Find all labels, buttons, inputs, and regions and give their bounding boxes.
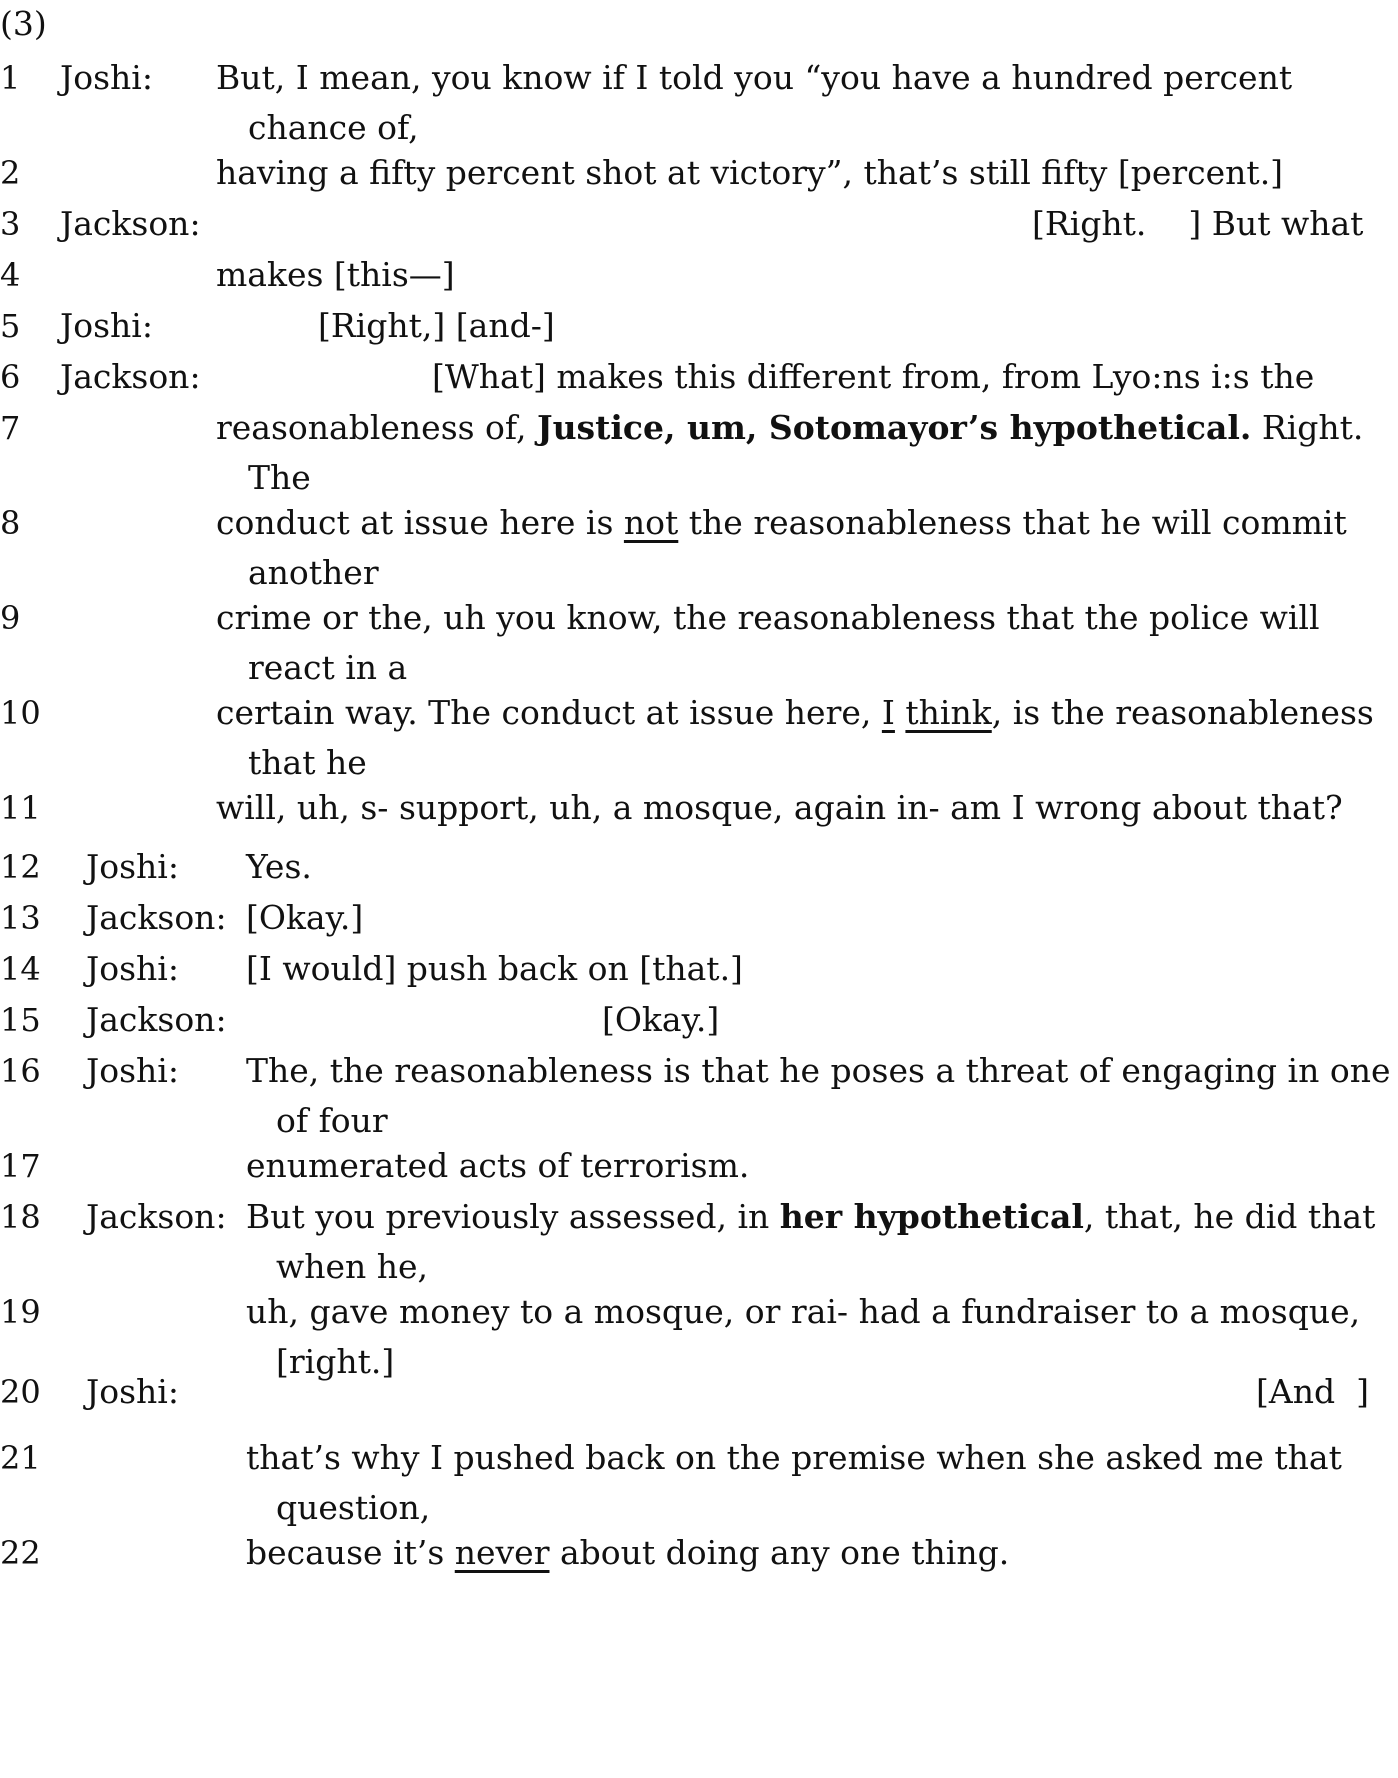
utterance-text: [Right,] [and-] [318, 306, 555, 345]
utterance-segment: conduct at issue here is [216, 503, 624, 542]
utterance-text [216, 408, 1363, 448]
utterance-text: will, uh, s- support, uh, a mosque, again in- am I wrong about that? [216, 788, 1343, 827]
utterance-segment: the reasonableness that he will commit [678, 503, 1347, 542]
utterance-continuation: question, [276, 1488, 431, 1527]
utterance-text [246, 1197, 1375, 1237]
line-number: 17 [0, 1147, 41, 1185]
utterance-text: [And ] [1256, 1372, 1369, 1411]
line-number: 14 [0, 950, 41, 988]
speaker-label: Jackson: [60, 357, 201, 396]
underlined-emphasis: not [623, 503, 679, 542]
utterance-continuation: The [248, 458, 311, 497]
line-number: 1 [0, 59, 21, 97]
utterance-text: enumerated acts of terrorism. [246, 1146, 750, 1185]
utterance-text [216, 693, 1374, 733]
utterance-text: But, I mean, you know if I told you “you have a hundred percent [216, 58, 1293, 97]
utterance-text: [What] makes this different from, from Lyo:ns i:s the [432, 357, 1315, 396]
line-number: 11 [0, 789, 41, 827]
line-number: 3 [0, 205, 21, 243]
line-number: 19 [0, 1293, 41, 1331]
utterance-text: [Right. ] But what [1032, 204, 1364, 243]
speaker-label: Jackson: [86, 1000, 227, 1039]
utterance-text: [Okay.] [246, 898, 364, 937]
underlined-emphasis: never [454, 1533, 550, 1572]
speaker-label: Joshi: [86, 1372, 179, 1411]
bold-emphasis: Justice, um, Sotomayor’s hypothetical. [536, 408, 1252, 447]
line-number: 12 [0, 848, 41, 886]
line-number: 10 [0, 694, 41, 732]
utterance-segment: certain way. The conduct at issue here, [216, 693, 882, 732]
line-number: 16 [0, 1052, 41, 1090]
speaker-label: Joshi: [86, 1051, 179, 1090]
utterance-text: The, the reasonableness is that he poses a threat of engaging in one [246, 1051, 1391, 1090]
line-number: 7 [0, 409, 21, 447]
utterance-text: crime or the, uh you know, the reasonableness that the police will [216, 598, 1320, 637]
line-number: 20 [0, 1373, 41, 1411]
utterance-text: [I would] push back on [that.] [246, 949, 743, 988]
utterance-text [246, 1533, 1009, 1573]
speaker-label: Jackson: [86, 898, 227, 937]
bold-emphasis: her hypothetical [779, 1197, 1084, 1236]
utterance-segment: , that, he did that [1083, 1197, 1376, 1236]
speaker-label: Joshi: [86, 847, 179, 886]
example-number: (3) [0, 4, 47, 43]
line-number: 9 [0, 599, 21, 637]
utterance-text: Yes. [246, 847, 312, 886]
underlined-emphasis: think [905, 693, 992, 732]
line-number: 21 [0, 1439, 41, 1477]
utterance-continuation: another [248, 553, 379, 592]
line-number: 18 [0, 1198, 41, 1236]
utterance-continuation: react in a [248, 648, 408, 687]
speaker-label: Joshi: [60, 306, 153, 345]
utterance-continuation: that he [248, 743, 367, 782]
utterance-segment: about doing any one thing. [549, 1533, 1010, 1572]
utterance-text: [Okay.] [602, 1000, 720, 1039]
speaker-label: Joshi: [86, 949, 179, 988]
utterance-text: uh, gave money to a mosque, or rai- had a fundraiser to a mosque, [246, 1292, 1361, 1331]
utterance-continuation: of four [276, 1101, 388, 1140]
utterance-segment: because it’s [246, 1533, 455, 1572]
line-number: 5 [0, 307, 21, 345]
underlined-emphasis: I [881, 693, 895, 732]
line-number: 6 [0, 358, 21, 396]
speaker-label: Joshi: [60, 58, 153, 97]
utterance-continuation: chance of, [248, 108, 419, 147]
line-number: 22 [0, 1534, 41, 1572]
utterance-text: that’s why I pushed back on the premise when she asked me that [246, 1438, 1342, 1477]
utterance-segment: Right. [1251, 408, 1364, 447]
line-number: 8 [0, 504, 21, 542]
line-number: 4 [0, 256, 21, 294]
utterance-text: makes [this—] [216, 255, 455, 294]
utterance-segment: But you previously assessed, in [246, 1197, 780, 1236]
utterance-text [216, 503, 1347, 543]
line-number: 13 [0, 899, 41, 937]
speaker-label: Jackson: [60, 204, 201, 243]
utterance-segment: reasonableness of, [216, 408, 537, 447]
speaker-label: Jackson: [86, 1197, 227, 1236]
utterance-continuation: when he, [276, 1247, 429, 1286]
utterance-continuation: [right.] [276, 1342, 395, 1381]
line-number: 2 [0, 154, 21, 192]
utterance-text: having a fifty percent shot at victory”, that’s still fifty [percent.] [216, 153, 1284, 192]
utterance-segment [895, 693, 906, 732]
line-number: 15 [0, 1001, 41, 1039]
utterance-segment: , is the reasonableness [991, 693, 1374, 732]
